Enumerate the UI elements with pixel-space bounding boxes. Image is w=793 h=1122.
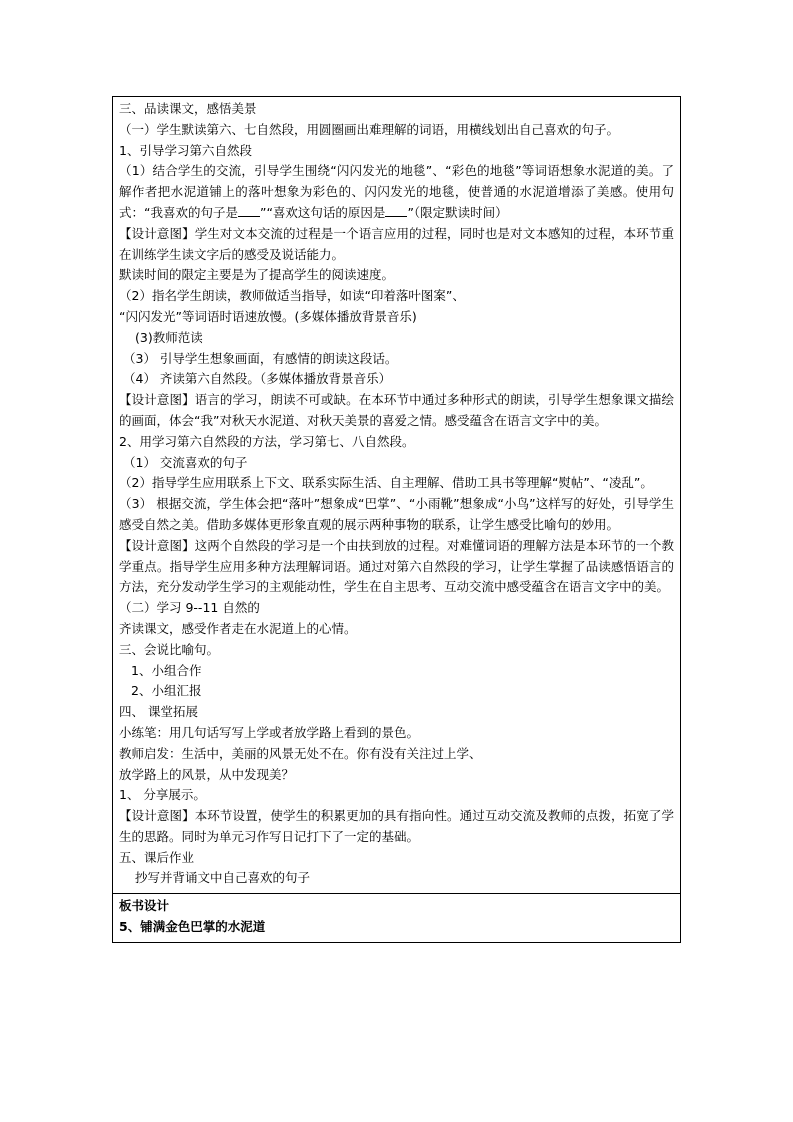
paragraph: （一）学生默读第六、七自然段，用圆圈画出难理解的词语，用横线划出自己喜欢的句子。 xyxy=(119,121,620,137)
design-intent: 【设计意图】语言的学习，朗读不可或缺。在本环节中通过多种形式的朗读，引导学生想象课文描绘的画面，体会“我”对秋天水泥道、对秋天美景的喜爱之情。感受蕴含在语言文字中的美。 xyxy=(119,392,674,428)
section-heading: 四、 课堂拓展 xyxy=(119,704,198,720)
paragraph: 齐读课文，感受作者走在水泥道上的心情。 xyxy=(119,620,357,636)
board-title: 5、铺满金色巴掌的水泥道 xyxy=(119,919,266,935)
paragraph: （3） 根据交流，学生体会把“落叶”想象成“巴掌”、“小雨靴”想象成“小鸟”这样写的好处，引导学生感受自然之美。借助多媒体更形象直观的展示两种事物的联系，让学生感受比喻句的妙用。 xyxy=(119,496,674,532)
board-design-cell xyxy=(113,894,680,942)
paragraph: (3)教师范读 xyxy=(135,329,203,345)
paragraph: 教师启发：生活中，美丽的风景无处不在。你有没有关注过上学、 xyxy=(119,745,482,761)
paragraph: 放学路上的风景，从中发现美？ xyxy=(119,766,295,782)
paragraph: （2）指名学生朗读，教师做适当指导，如读“印着落叶图案”、 xyxy=(119,288,465,304)
section-heading: 五、课后作业 xyxy=(119,849,195,865)
lesson-content-cell xyxy=(113,97,680,894)
paragraph: （4） 齐读第六自然段。（多媒体播放背景音乐） xyxy=(123,371,392,387)
design-intent: 【设计意图】这两个自然段的学习是一个由扶到放的过程。对难懂词语的理解方法是本环节的一个教学重点。指导学生应用多种方法理解词语。通过对第六自然段的学习，让学生掌握了品读感悟语言的方法，充分发动学生学习的主观能动性，学生在自主思考、互动交流中感受蕴含在语言文字中的美。 xyxy=(119,537,674,595)
design-intent: 【设计意图】本环节设置，使学生的积累更加的具有指向性。通过互动交流及教师的点拨，拓宽了学生的思路。同时为单元习作写日记打下了一定的基础。 xyxy=(119,808,674,844)
design-intent: 【设计意图】学生对文本交流的过程是一个语言应用的过程，同时也是对文本感知的过程，本环节重在训练学生读文字后的感受及说话能力。 xyxy=(119,225,674,262)
list-item: 2、小组汇报 xyxy=(131,683,202,699)
paragraph: （二）学习 9--11 自然的 xyxy=(119,600,260,616)
section-heading: 三、品读课文，感悟美景 xyxy=(119,101,257,116)
paragraph: 小练笔：用几句话写写上学或者放学路上看到的景色。 xyxy=(119,724,420,740)
paragraph: 2、用学习第六自然段的方法，学习第七、八自然段。 xyxy=(119,433,415,449)
board-heading: 板书设计 xyxy=(119,898,170,914)
paragraph-text: ”（限定默读时间） xyxy=(407,204,508,220)
paragraph: （3） 引导学生想象画面，有感情的朗读这段话。 xyxy=(123,350,398,366)
paragraph: 默读时间的限定主要是为了提高学生的阅读速度。 xyxy=(119,267,395,283)
fill-blank xyxy=(238,204,260,217)
lesson-table xyxy=(112,96,681,943)
paragraph-text: （1）结合学生的交流，引导学生围绕“闪闪发光的地毯”、“彩色的地毯”等词语想象水泥道的美。了解作者把水泥道铺上的落叶想象为彩色的、闪闪发光的地毯，使普通的水泥道增添了美感。使用句式：“我喜欢的句子是 xyxy=(119,163,674,220)
list-item: 1、小组合作 xyxy=(131,662,202,678)
section-heading: 三、会说比喻句。 xyxy=(119,641,220,657)
paragraph: “闪闪发光”等词语时语速放慢。(多媒体播放背景音乐) xyxy=(119,308,417,324)
paragraph: 1、 分享展示。 xyxy=(119,787,206,803)
paragraph: （1） 交流喜欢的句子 xyxy=(123,454,248,470)
fill-blank xyxy=(385,204,407,217)
paragraph: 抄写并背诵文中自己喜欢的句子 xyxy=(135,870,311,886)
paragraph: 1、引导学习第六自然段 xyxy=(119,142,252,158)
paragraph xyxy=(119,161,674,223)
paragraph-text: ”“喜欢这句话的原因是 xyxy=(259,204,386,220)
paragraph: （2）指导学生应用联系上下文、联系实际生活、自主理解、借助工具书等理解“熨帖”、“凌乱”。 xyxy=(119,475,653,491)
